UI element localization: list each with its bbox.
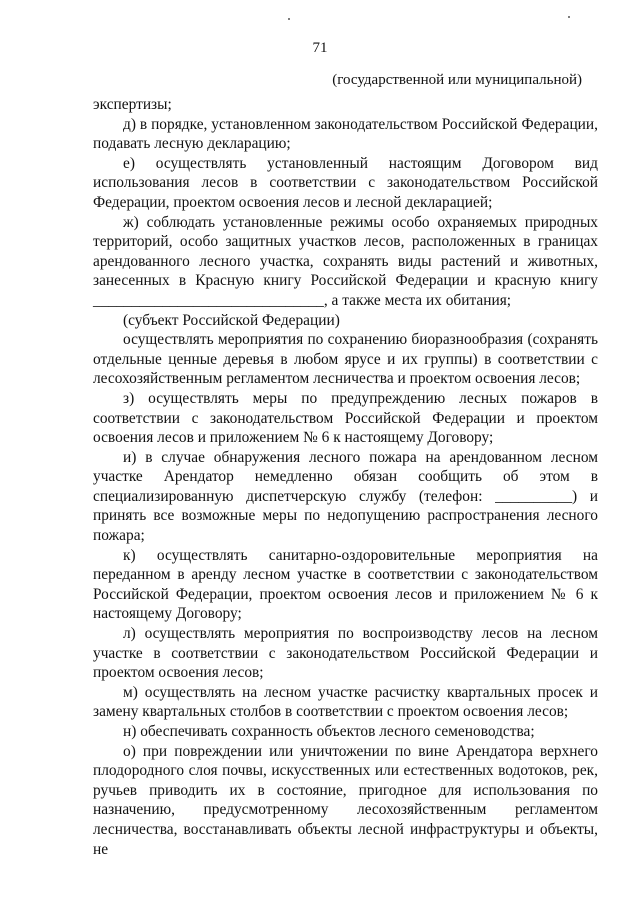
page-number: 71 [312, 40, 328, 56]
paragraph-continuation: экспертизы; [93, 96, 172, 113]
document-body [93, 95, 598, 859]
paragraph-d: д) в порядке, установленном законодательством Российской Федерации, подавать лесную декларацию; [93, 115, 598, 153]
paragraph-l: л) осуществлять мероприятия по воспроизводству лесов на лесном участке в соответствии с законодательством Российской Федерации и проектом освоения лесов; [93, 625, 598, 682]
field-caption: (государственной или муниципальной) [332, 72, 582, 88]
scan-speck [288, 18, 290, 20]
paragraph-biodiversity: осуществлять мероприятия по сохранению биоразнообразия (сохранять отдельные ценные деревья в любом ярусе и их группы) в соответствии с лесохозяйственным регламентом лесничества и проектом освоения лесов; [93, 331, 598, 388]
paragraph-o: о) при повреждении или уничтожении по вине Арендатора верхнего плодородного слоя почвы, искусственных или естественных водотоков, рек, ручьев приводить их в состояние, пригодное для использования по назначению, предусмотренному лесохозяйственным регламентом лесничества, восстанавливать объекты лесной инфраструктуры и объекты, не [93, 742, 598, 858]
scan-speck [568, 16, 570, 18]
field-caption-subject: (субъект Российской Федерации) [123, 311, 340, 329]
paragraph-z: з) осуществлять меры по предупреждению лесных пожаров в соответствии с законодательством Российской Федерации и проектом освоения лесов и приложением № 6 к настоящему Договору; [93, 389, 598, 447]
paragraph-k: к) осуществлять санитарно-оздоровительные мероприятия на переданном в аренду лесном участке в соответствии с законодательством Российской Федерации, проектом освоения лесов и приложением № 6 к настоящему Договору; [93, 546, 598, 623]
paragraph-n: н) обеспечивать сохранность объектов лесного семеноводства; [123, 723, 535, 740]
paragraph-m: м) осуществлять на лесном участке расчистку квартальных просек и замену квартальных столбов в соответствии с проектом освоения лесов; [93, 683, 598, 721]
paragraph-e: е) осуществлять установленный настоящим Договором вид использования лесов в соответствии с законодательством Российской Федерации, проектом освоения лесов и лесной декларацией; [93, 154, 598, 211]
paragraph-i: и) в случае обнаружения лесного пожара на арендованном лесном участке Арендатор немедленно обязан сообщить об этом в специализированную диспетчерскую службу (телефон: __________) и принять все возможные меры по недопущению распространения лесного пожара; [93, 448, 598, 545]
paragraph-zh: ж) соблюдать установленные режимы особо охраняемых природных территорий, особо защитных участков лесов, расположенных в границах арендованного лесного участка, сохранять виды растений и животных, занесенных в Красную книгу Российской Федерации и красную книгу ______________________________, а также места их обитания; [93, 213, 598, 309]
